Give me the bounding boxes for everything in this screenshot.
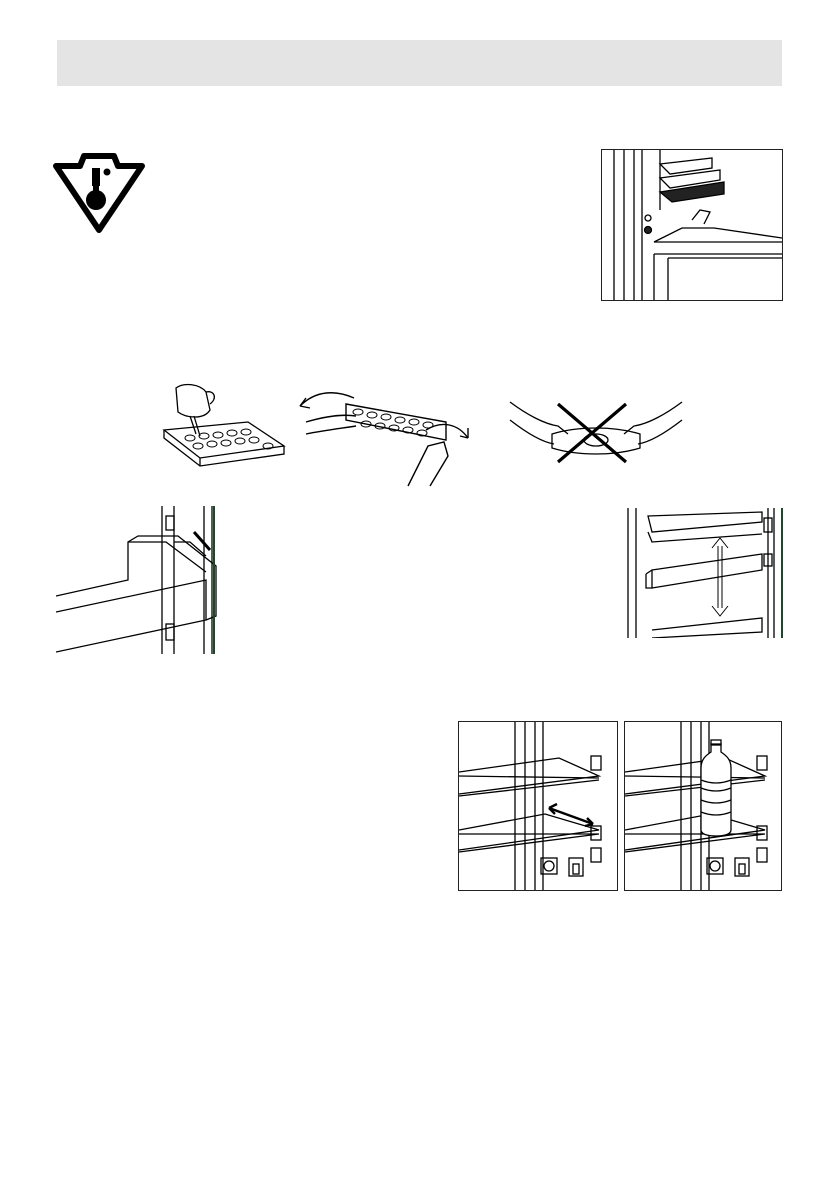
ice-tray-do-not-bend-illustration <box>508 394 684 466</box>
door-bin-detail-illustration <box>56 506 220 654</box>
door-bin-adjust-illustration <box>622 508 784 638</box>
ice-tray-twisting-illustration <box>296 386 472 488</box>
shelf-bottle-illustration <box>624 721 782 891</box>
temperature-warning-icon <box>52 152 146 234</box>
section-header-bar <box>57 40 782 86</box>
ice-tray-filling-illustration <box>160 380 286 472</box>
shelf-slide-illustration <box>458 721 618 891</box>
fridge-interior-illustration <box>601 149 783 301</box>
